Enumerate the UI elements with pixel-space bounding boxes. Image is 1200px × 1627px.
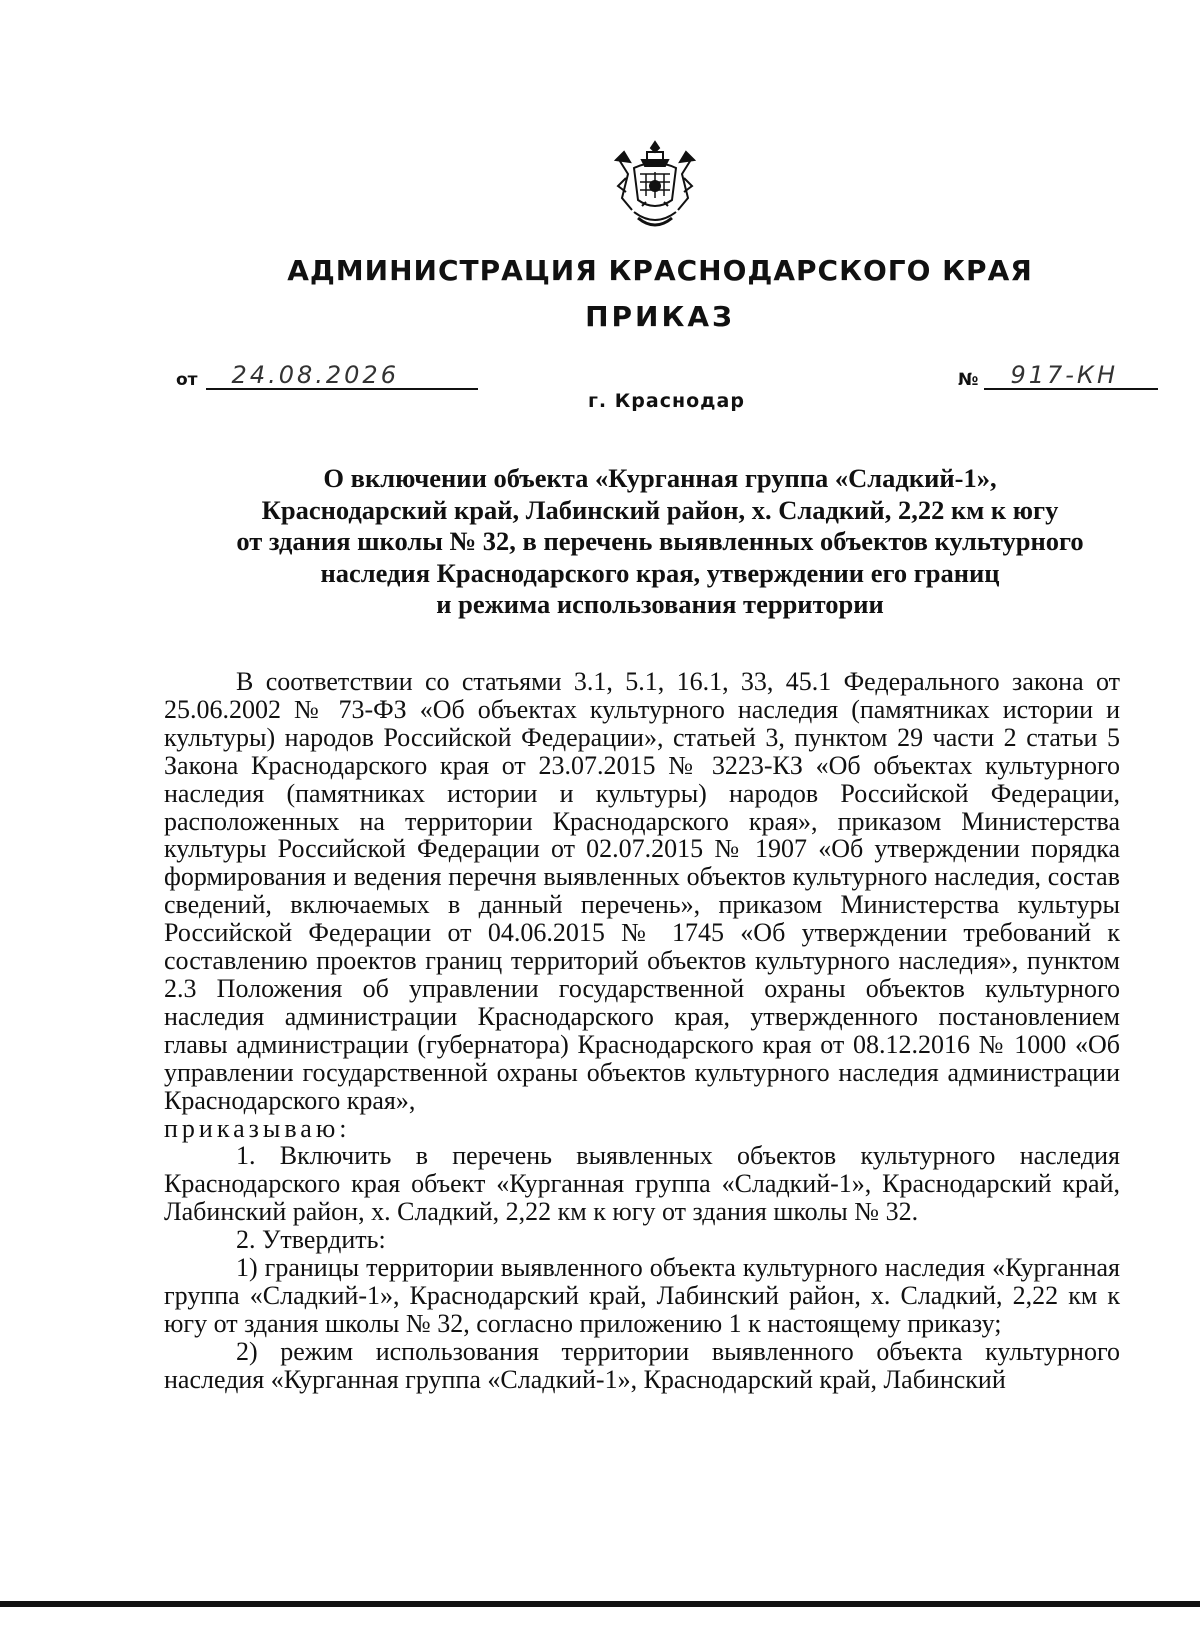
- order-item-2: 2. Утвердить:: [236, 1225, 386, 1255]
- order-item-2-1: 1) границы территории выявленного объекта культурного наследия «Курганная группа «Сладкий-1», Краснодарский край, Лабинский район, х. Сладкий, 2,22 км к югу от здания школы № 32, согласно приложению 1 к настоящему приказу;: [164, 1253, 1120, 1338]
- subject-line: наследия Краснодарского края, утверждении его границ: [320, 557, 1000, 588]
- date-row: [176, 362, 478, 390]
- subject-line: от здания школы № 32, в перечень выявленных объектов культурного: [236, 526, 1084, 556]
- order-subject: [160, 463, 1160, 621]
- date-label: от: [176, 370, 198, 390]
- scan-edge-rule: [0, 1601, 1200, 1607]
- order-word: приказываю:: [164, 1113, 351, 1143]
- subject-line: Краснодарский край, Лабинский район, х. Сладкий, 2,22 км к югу: [261, 494, 1059, 525]
- number-label: №: [958, 370, 979, 390]
- order-item-2-2: 2) режим использования территории выявленного объекта культурного наследия «Курганная группа «Сладкий-1», Краснодарский край, Лабинский: [164, 1336, 1120, 1394]
- number-value: 917-КН: [984, 362, 1158, 390]
- krasnodar-coat-of-arms-icon: [612, 138, 698, 234]
- order-item-1: 1. Включить в перечень выявленных объектов культурного наследия Краснодарского края объект «Курганная группа «Сладкий-1», Краснодарский край, Лабинский район, х. Сладкий, 2,22 км к югу от здания школы № 32.: [164, 1141, 1120, 1227]
- city-label: г. Краснодар: [588, 390, 745, 412]
- document-type: ПРИКАЗ: [585, 300, 735, 333]
- order-body: [164, 668, 1120, 1394]
- preamble-paragraph: В соответствии со статьями 3.1, 5.1, 16.1, 33, 45.1 Федерального закона от 25.06.2002 № 73-ФЗ «Об объектах культурного наследия (памятниках истории и культуры) народов Российской Федерации», статьей 3, пунктом 29 части 2 статьи 5 Закона Краснодарского края от 23.07.2015 № 3223-КЗ «Об объектах культурного наследия (памятниках истории и культуры) народов Российской Федерации, расположенных на территории Краснодарского края», приказом Министерства культуры Российской Федерации от 02.07.2015 № 1907 «Об утверждении порядка формирования и ведения перечня выявленных объектов культурного наследия, состав сведений, включаемых в данный перечень», приказом Министерства культуры Российской Федерации от 04.06.2015 № 1745 «Об утверждении требований к составлению проектов границ территорий объектов культурного наследия», пунктом 2.3 Положения об управлении государственной охраны объектов культурного наследия администрации Краснодарского края, утвержденного постановлением главы администрации (губернатора) Краснодарского края от 08.12.2016 № 1000 «Об управлении государственной охраны объектов культурного наследия администрации Краснодарского края»,: [164, 667, 1120, 1115]
- subject-line: и режима использования территории: [436, 589, 884, 619]
- subject-line: О включении объекта «Курганная группа «Сладкий-1»,: [323, 463, 997, 493]
- number-row: [958, 362, 1158, 390]
- date-value: 24.08.2026: [206, 362, 478, 390]
- organization-title: АДМИНИСТРАЦИЯ КРАСНОДАРСКОГО КРАЯ: [287, 254, 1033, 287]
